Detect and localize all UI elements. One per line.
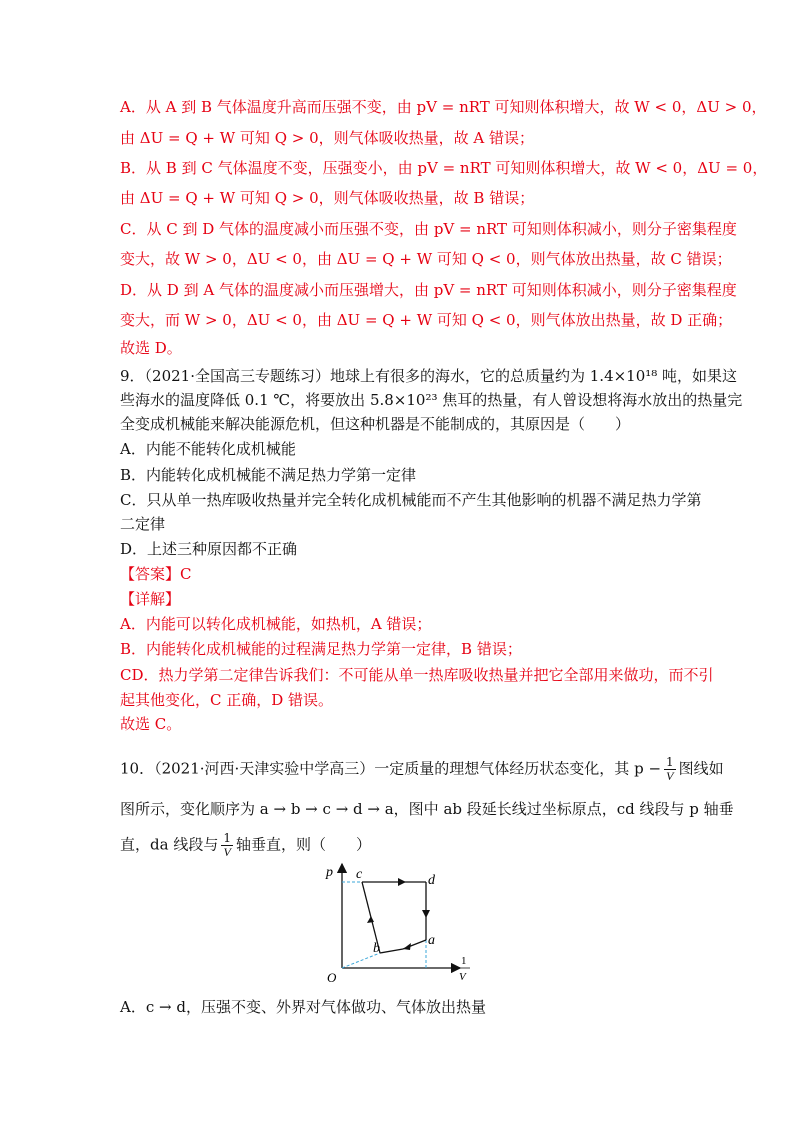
- q10-stem-line1-tail: 图线如: [678, 759, 724, 778]
- q9-option-c-line1: C．只从单一热库吸收热量并完全转化成机械能而不产生其他影响的机器不满足热力学第: [120, 491, 702, 509]
- q10-stem-line1-text: 10．（2021·河西·天津实验中学高三）一定质量的理想气体经历状态变化，其 p −: [120, 759, 662, 778]
- q10-stem-line3-text: 直，da 线段与: [120, 835, 219, 854]
- q9-option-b: B．内能转化成机械能不满足热力学第一定律: [120, 466, 417, 484]
- q8-conclusion: 故选 D。: [120, 339, 182, 357]
- fraction-denominator: V: [666, 769, 674, 783]
- q8-option-b-line2: 由 ΔU = Q + W 可知 Q > 0，则气体吸收热量，故 B 错误；: [120, 189, 535, 207]
- q9-option-c-line2: 二定律: [120, 515, 166, 533]
- point-c-label: c: [356, 867, 363, 882]
- q10-stem-line2: 图所示，变化顺序为 a → b → c → d → a，图中 ab 段延长线过坐标原点，cd 线段与 p 轴垂: [120, 800, 734, 818]
- q10-stem-line3: [120, 832, 700, 859]
- x-axis-label-denominator: V: [459, 971, 466, 983]
- q9-explain-b: B．内能转化成机械能的过程满足热力学第一定律，B 错误；: [120, 640, 522, 658]
- q8-option-c-line2: 变大，故 W > 0，ΔU < 0，由 ΔU = Q + W 可知 Q < 0，则气体放出热量，故 C 错误；: [120, 250, 732, 268]
- q10-inline-fraction-2: [221, 832, 233, 859]
- arrow-a-to-b: [403, 943, 411, 950]
- fraction-numerator-2: 1: [223, 831, 231, 845]
- q10-stem-line1: [120, 755, 724, 783]
- arrow-b-to-c: [367, 916, 374, 923]
- p-inverse-v-graph: [318, 858, 478, 988]
- q9-explain-a: A．内能可以转化成机械能，如热机，A 错误；: [120, 615, 432, 633]
- x-axis-label-numerator: 1: [461, 955, 467, 967]
- q9-explain-cd-line1: CD．热力学第二定律告诉我们：不可能从单一热库吸收热量并把它全部用来做功，而不引: [120, 666, 714, 684]
- q9-option-a: A．内能不能转化成机械能: [120, 440, 296, 458]
- q10-inline-fraction: [664, 756, 676, 783]
- q9-explain-cd-line2: 起其他变化，C 正确，D 错误。: [120, 691, 334, 709]
- q8-option-d-line1: D．从 D 到 A 气体的温度减小而压强增大，由 pV = nRT 可知则体积减小，则分子密集程度: [120, 281, 737, 299]
- q10-stem-line3-tail: 轴垂直，则（ ）: [235, 835, 371, 854]
- q9-option-d: D．上述三种原因都不正确: [120, 540, 298, 558]
- point-a-label: a: [428, 933, 435, 948]
- q9-stem-line2: 些海水的温度降低 0.1 ℃，将要放出 5.8×10²³ 焦耳的热量，有人曾设想将海水放出的热量完: [120, 391, 743, 409]
- q8-option-d-line2: 变大，而 W > 0，ΔU < 0，由 ΔU = Q + W 可知 Q < 0，则气体放出热量，故 D 正确；: [120, 311, 733, 329]
- fraction-numerator: 1: [666, 755, 674, 769]
- fraction-denominator-2: V: [223, 845, 231, 859]
- arrow-d-to-a: [422, 910, 430, 918]
- segment-a-b-rest: [380, 949, 403, 953]
- q9-explain-heading: 【详解】: [120, 590, 181, 608]
- origin-label: O: [327, 970, 337, 985]
- q8-option-b-line1: B．从 B 到 C 气体温度不变，压强变小，由 pV = nRT 可知则体积增大，故 W < 0，ΔU = 0，: [120, 159, 768, 177]
- q9-answer: 【答案】C: [120, 565, 192, 583]
- q8-option-a-line1: A．从 A 到 B 气体温度升高而压强不变，由 pV = nRT 可知则体积增大，故 W < 0，ΔU > 0，: [120, 98, 767, 116]
- q8-option-a-line2: 由 ΔU = Q + W 可知 Q > 0，则气体吸收热量，故 A 错误；: [120, 129, 535, 147]
- q9-stem-line3: 全变成机械能来解决能源危机，但这种机器是不能制成的，其原因是（ ）: [120, 415, 631, 433]
- q9-conclusion: 故选 C。: [120, 715, 182, 733]
- arrow-c-to-d: [398, 878, 406, 886]
- p-axis-label: p: [326, 865, 333, 880]
- q9-stem-line1: 9．（2021·全国高三专题练习）地球上有很多的海水，它的总质量约为 1.4×10¹⁸ 吨，如果这: [120, 367, 738, 385]
- point-d-label: d: [428, 873, 435, 888]
- point-b-label: b: [373, 941, 380, 956]
- q10-option-a: A．c → d，压强不变、外界对气体做功、气体放出热量: [120, 998, 486, 1016]
- q8-option-c-line1: C．从 C 到 D 气体的温度减小而压强不变，由 pV = nRT 可知则体积减小，则分子密集程度: [120, 220, 737, 238]
